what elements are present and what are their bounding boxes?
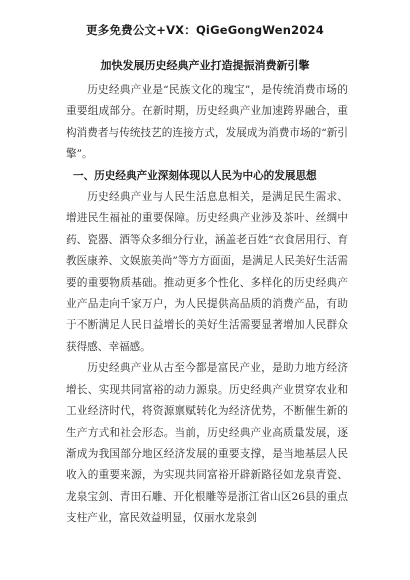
intro-paragraph: 历史经典产业是“民族文化的瑰宝”，是传统消费市场的重要组成部分。在新时期，历史经典产业加速跨界融合，重构消费者与传统技艺的连接方式，发展成为消费市场的“新引擎”。 [66,84,348,161]
section-heading: 一、历史经典产业深刻体现以人民为中心的发展思想 [73,169,317,182]
document-body [66,80,348,530]
promo-header: 更多免费公文+VX：QiGeGongWen2024 [86,23,324,37]
body-paragraph: 历史经典产业与人民生活息息相关，是满足民生需求、增进民生福祉的重要保障。历史经典产业涉及茶叶、丝绸中药、瓷器、酒等众多细分行业，涵盖老百姓“衣食居用行、育教医康养、文娱旅美尚”等方方面面，是满足人民美好生活需要的重要物质基础。推动更多个性化、多样化的历史经典产业产品走向千家万户，为人民提供高品质的消费产品，有助于不断满足人民日益增长的美好生活需要显著增加人民群众获得感、幸福感。 [66,191,348,353]
document-title: 加快发展历史经典产业打造提振消费新引擎 [100,59,310,72]
body-paragraph: 历史经典产业从古至今都是富民产业，是助力地方经济增长、实现共同富裕的动力源泉。历史经典产业贯穿农业和工业经济时代，将资源禀赋转化为经济优势，不断催生新的生产方式和社会形态。当前，历史经典产业高质量发展，逐渐成为我国部分地区经济发展的重要支撑，是当地基层人民收入的重要来源，为实现共同富裕开辟新路径如龙泉青瓷、龙泉宝剑、青田石雕、开化根雕等是浙江省山区26县的重点支柱产业，富民效益明显，仅丽水龙泉剑 [66,362,348,525]
